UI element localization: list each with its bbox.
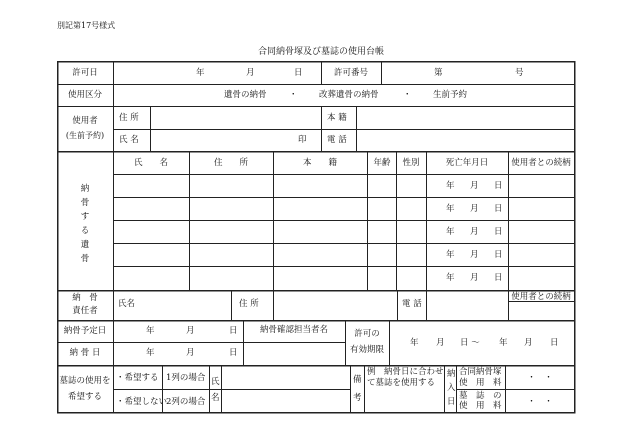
fee1-label-a: 合同納骨塚 xyxy=(459,367,502,377)
remarks-char-2: 考 xyxy=(353,393,362,403)
payment-char-2: 入 xyxy=(447,383,456,393)
two-column-case: 2列の場合 xyxy=(166,397,206,407)
category-option-2: 改葬遺骨の納骨 xyxy=(319,90,379,100)
confirmer-label: 納骨確認担当者名 xyxy=(259,325,329,335)
permit-day: 日 xyxy=(294,68,303,78)
actual-date-label: 納 骨 日 xyxy=(69,348,101,358)
category-separator-2: ・ xyxy=(403,90,412,100)
epitaph-label-2: 希望する xyxy=(67,392,103,402)
responsible-relation-label: 使用者との続柄 xyxy=(511,292,571,302)
header-sex: 性別 xyxy=(402,158,420,168)
user-domicile-label: 本 籍 xyxy=(327,113,347,123)
permit-number-label: 許可番号 xyxy=(333,68,369,78)
responsible-phone-label: 電 話 xyxy=(402,299,422,309)
remarks-example-1: 例 納骨日に合わせ xyxy=(367,367,444,377)
fee2-date-dots: ・ ・ xyxy=(527,397,553,407)
permit-number-dai: 第 xyxy=(434,68,443,78)
header-relation: 使用者との続柄 xyxy=(511,158,571,168)
responsible-label-1: 納 骨 xyxy=(72,293,98,303)
permit-date-label: 許可日 xyxy=(72,68,98,78)
category-separator-1: ・ xyxy=(289,90,298,100)
user-phone-label: 電 話 xyxy=(327,135,347,145)
epitaph-want-option: ・希望する xyxy=(116,373,159,383)
one-column-case: 1列の場合 xyxy=(166,373,206,383)
fee2-label-b: 使 用 料 xyxy=(459,401,502,411)
fee2-label-a: 墓 誌 の xyxy=(459,391,502,401)
permit-number-go: 号 xyxy=(515,68,524,78)
category-option-1: 遺骨の納骨 xyxy=(224,90,267,100)
remarks-char-1: 備 xyxy=(353,375,362,385)
fee1-date-dots: ・ ・ xyxy=(527,373,553,383)
payment-char-1: 納 xyxy=(447,369,456,379)
actual-month: 月 xyxy=(186,348,195,358)
header-address: 住 所 xyxy=(213,158,249,168)
epitaph-label-1: 墓誌の使用を xyxy=(59,376,111,386)
actual-year: 年 xyxy=(146,348,155,358)
header-name: 氏 名 xyxy=(133,158,169,168)
category-label: 使用区分 xyxy=(67,90,103,100)
user-address-label: 住 所 xyxy=(119,113,139,123)
category-option-3: 生前予約 xyxy=(433,90,468,100)
responsible-label-2: 責任者 xyxy=(72,306,98,316)
form-title: 合同納骨塚及び墓誌の使用台帳 xyxy=(257,47,385,57)
user-name-label: 氏 名 xyxy=(119,135,139,145)
planned-month: 月 xyxy=(186,326,195,336)
epitaph-name-char-2: 名 xyxy=(211,393,220,403)
planned-date-label: 納骨予定日 xyxy=(63,326,107,336)
permit-month: 月 xyxy=(246,68,255,78)
responsible-name-label: 氏名 xyxy=(118,299,136,309)
payment-char-3: 日 xyxy=(447,397,456,407)
remarks-example-2: て墓誌を使用する xyxy=(367,378,436,388)
form-number: 別記第17号様式 xyxy=(57,21,116,30)
planned-year: 年 xyxy=(146,326,155,336)
epitaph-not-want-option: ・希望しない xyxy=(116,397,168,407)
validity-label-1: 許可の xyxy=(354,329,380,339)
user-label: 使用者 xyxy=(72,116,98,126)
header-age: 年齢 xyxy=(373,158,391,168)
header-death-date: 死亡年月日 xyxy=(445,158,489,168)
actual-day: 日 xyxy=(229,348,238,358)
responsible-address-label: 住 所 xyxy=(239,299,259,309)
permit-year: 年 xyxy=(196,68,205,78)
planned-day: 日 xyxy=(229,326,238,336)
header-domicile: 本 籍 xyxy=(302,158,338,168)
epitaph-name-char-1: 氏 xyxy=(211,377,220,387)
user-label-sub: (生前予約) xyxy=(65,131,105,140)
validity-label-2: 有効期限 xyxy=(349,345,385,355)
seal-label: 印 xyxy=(298,135,307,145)
fee1-label-b: 使 用 料 xyxy=(459,378,502,388)
